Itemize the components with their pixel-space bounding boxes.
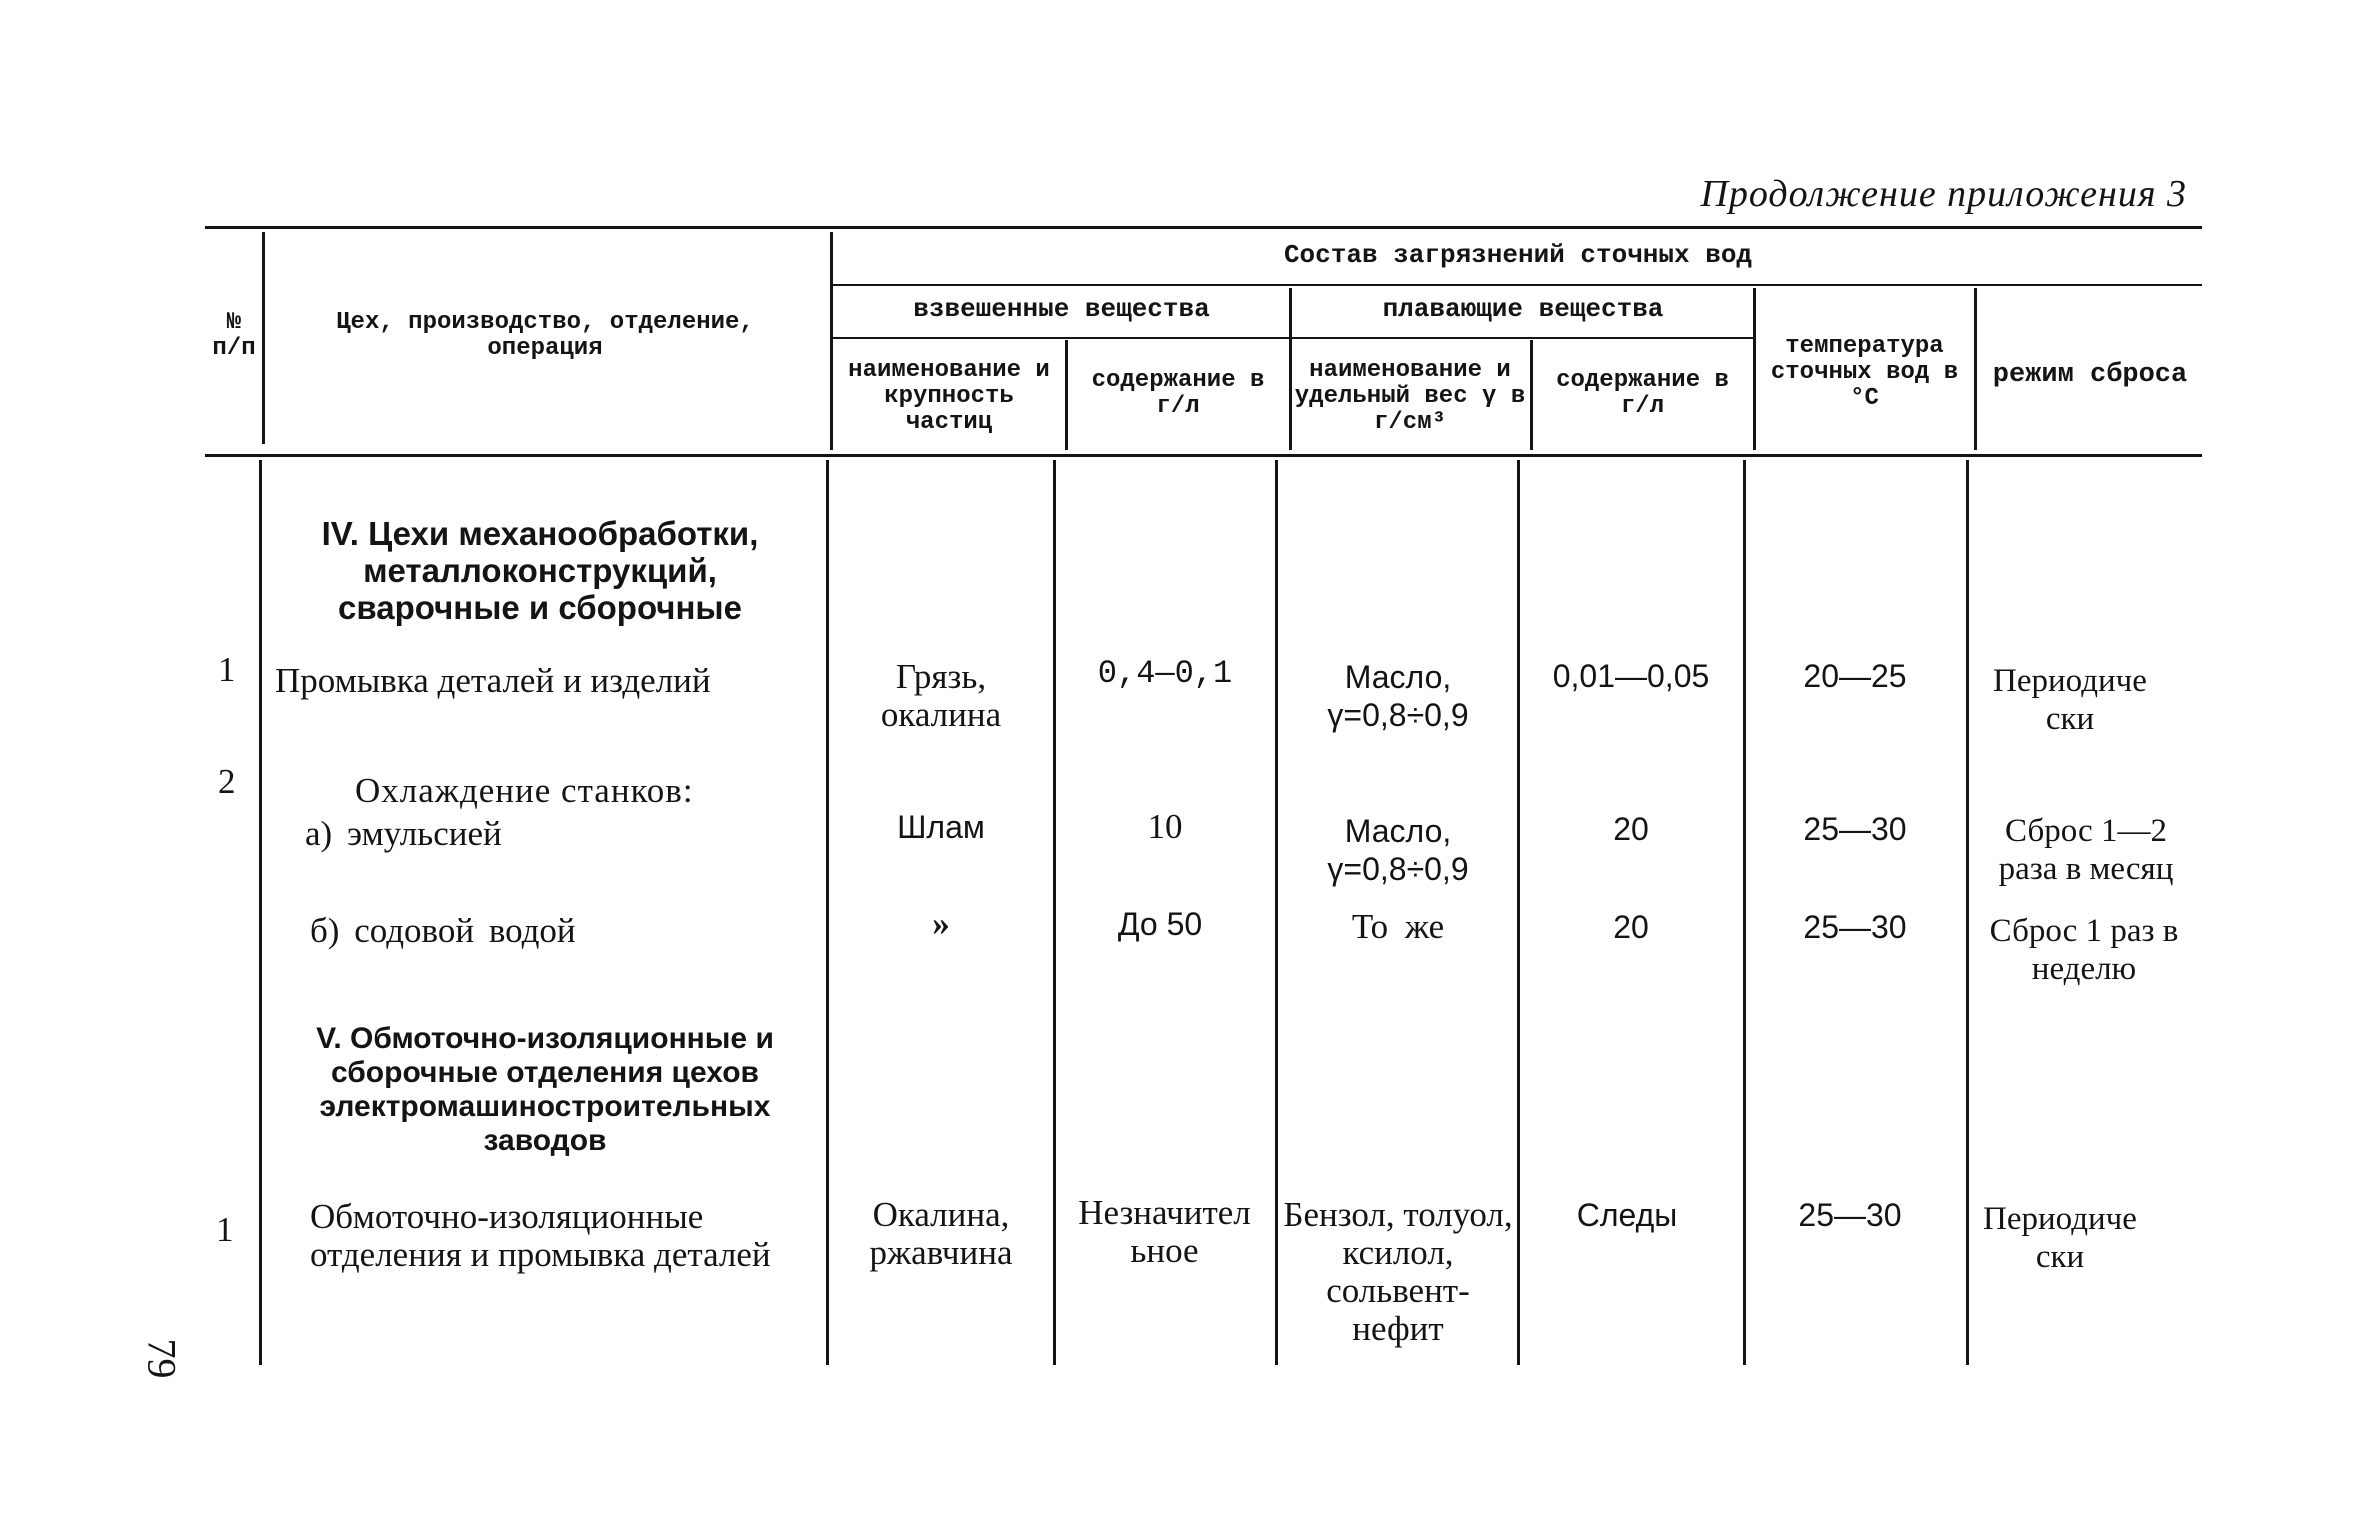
operation-text: Охлаждение станков: xyxy=(355,771,694,810)
discharge-mode: Сброс 1—2 раза в месяц xyxy=(1998,813,2174,887)
discharge-mode: Сброс 1 раз в неделю xyxy=(1989,913,2179,987)
floating-content: 20 xyxy=(1613,811,1649,847)
temperature: 20—25 xyxy=(1803,658,1907,694)
floating-name: Бензол, толуол, ксилол, сольвент-нефит xyxy=(1283,1195,1513,1348)
floating-content: 0,01—0,05 xyxy=(1552,658,1710,694)
temperature: 25—30 xyxy=(1803,811,1907,847)
vline-h5 xyxy=(1530,340,1533,450)
header-suspended-substances: взвешенные вещества xyxy=(913,294,1210,324)
floating-content: Следы xyxy=(1576,1197,1678,1233)
vline-b2 xyxy=(826,460,829,1365)
header-suspended-content: содержание в г/л xyxy=(1091,367,1265,420)
continuation-caption: Продолжение приложения 3 xyxy=(1700,173,2187,215)
page-number: 79 xyxy=(139,1338,185,1379)
header-discharge-mode: режим сброса xyxy=(1992,360,2188,390)
row-number: 1 xyxy=(216,1210,234,1249)
header-shop-operation: Цех, производство, отделение, операция xyxy=(336,309,754,362)
suspended-name: » xyxy=(932,904,950,943)
suspended-content: 10 xyxy=(1147,807,1183,846)
header-floating-name: наименование и удельный вес γ в г/см³ xyxy=(1294,357,1526,436)
header-number: № п/п xyxy=(212,309,256,362)
suspended-content: До 50 xyxy=(1117,906,1203,942)
suspended-name: Шлам xyxy=(897,809,985,845)
header-floating-content: содержание в г/л xyxy=(1556,367,1729,420)
header-temperature: температура сточных вод в °С xyxy=(1770,333,1959,412)
row-number: 1 xyxy=(218,650,236,689)
header-bottom-rule xyxy=(205,454,2202,457)
header-floating-substances: плавающие вещества xyxy=(1382,294,1664,324)
vline-b7 xyxy=(1966,460,1969,1365)
operation-text: Промывка деталей и изделий xyxy=(275,661,711,700)
discharge-mode: Периодически xyxy=(1993,663,2147,737)
section-5-title: V. Обмоточно-изоляционные и сборочные отделения цехов электромашиностроительных заводов xyxy=(316,1022,774,1157)
vline-h2 xyxy=(830,232,833,450)
floating-name: То же xyxy=(1351,907,1445,946)
operation-subitem: б) содовой водой xyxy=(310,911,576,950)
section-4-title: IV. Цехи механообработки, металлоконструкций, сварочные и сборочные xyxy=(321,515,759,626)
header-suspended-name: наименование и крупность частиц xyxy=(848,357,1050,436)
row-number: 2 xyxy=(218,762,236,801)
vline-b1 xyxy=(259,460,262,1365)
operation-subitem: а) эмульсией xyxy=(305,814,502,853)
temperature: 25—30 xyxy=(1803,909,1907,945)
header-pollution-composition: Состав загрязнений сточных вод xyxy=(1283,240,1753,270)
suspended-content: Незначительное xyxy=(1078,1193,1251,1270)
vline-h4 xyxy=(1289,288,1292,450)
suspended-name: Окалина, ржавчина xyxy=(869,1195,1013,1272)
vline-b4 xyxy=(1275,460,1278,1365)
group-rule xyxy=(830,284,2202,286)
floating-content: 20 xyxy=(1613,909,1649,945)
operation-text: Обмоточно-изоляционные отделения и промывка деталей xyxy=(310,1197,771,1274)
vline-h6 xyxy=(1753,288,1756,450)
vline-h1 xyxy=(262,232,265,444)
vline-h3 xyxy=(1065,340,1068,450)
temperature: 25—30 xyxy=(1798,1197,1902,1233)
floating-name: Масло, γ=0,8÷0,9 xyxy=(1327,659,1469,733)
suspended-content: 0,4—0,1 xyxy=(1097,655,1233,692)
floating-name: Масло, γ=0,8÷0,9 xyxy=(1327,813,1469,887)
suspended-name: Грязь, окалина xyxy=(880,657,1002,734)
top-rule xyxy=(205,226,2202,229)
discharge-mode: Периодически xyxy=(1983,1201,2137,1275)
vline-h7 xyxy=(1974,288,1977,450)
subgroup-rule xyxy=(830,337,1755,339)
